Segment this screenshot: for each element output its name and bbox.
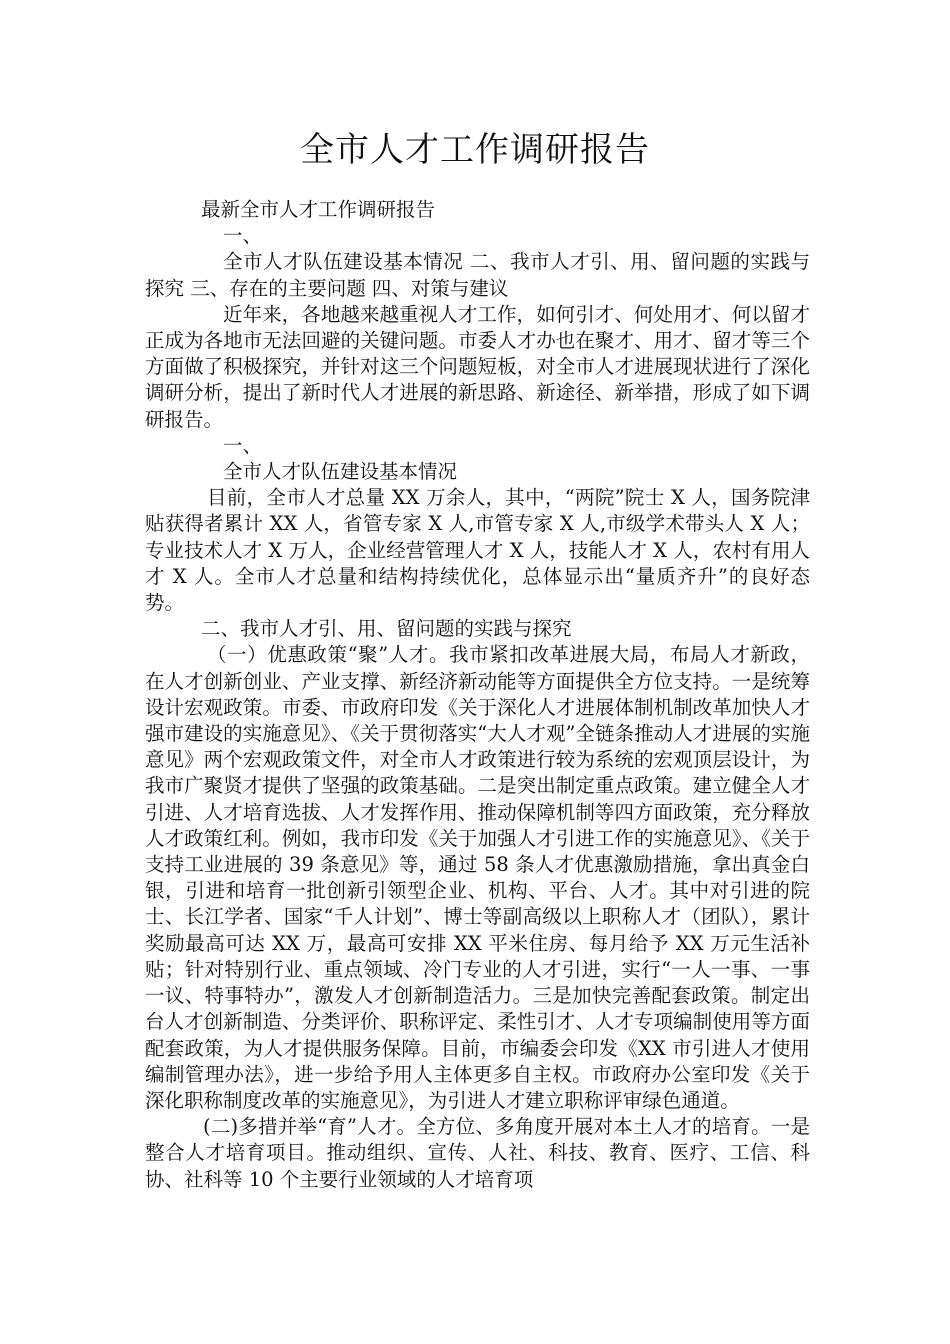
paragraph: 近年来，各地越来越重视人才工作，如何引才、何处用才、何以留才正成为各地市无法回避的关键问题。市委人才办也在聚才、用才、留才等三个方面做了积极探究，并针对这三个问题短板，对全市人才进展现状进行了深化调研分析，提出了新时代人才进展的新思路、新途径、新举措，形成了如下调研报告。	[145, 302, 810, 431]
section-heading: 二、我市人才引、用、留问题的实践与探究	[201, 617, 572, 641]
section-heading: 全市人才队伍建设基本情况	[223, 460, 458, 484]
paragraph: 目前，全市人才总量 XX 万余人，其中，“两院”院士 X 人，国务院津贴获得者累计 XX 人，省管专家 X 人,市管专家 X 人,市级学术带头人 X 人；专业技术人才 X 万人，企业经营管理人才 X 人，技能人才 X 人，农村有用人才 X 人。全市人才总量和结构持续优化，总体显示出“量质齐升”的良好态势。	[145, 486, 810, 615]
document-body	[145, 197, 810, 1193]
paragraph: (二)多措并举“育”人才。全方位、多角度开展对本土人才的培育。一是整合人才培育项目。推动组织、宣传、人社、科技、教育、医疗、工信、科协、社科等 10 个主要行业领域的人才培育项	[145, 1115, 810, 1191]
paragraph: 一、	[223, 433, 263, 457]
paragraph: 一、	[223, 224, 263, 248]
paragraph: 最新全市人才工作调研报告	[201, 198, 436, 221]
document-title: 全市人才工作调研报告	[300, 130, 650, 170]
paragraph: 全市人才队伍建设基本情况 二、我市人才引、用、留问题的实践与探究 三、存在的主要问题 四、对策与建议	[145, 250, 810, 300]
paragraph: （一）优惠政策“聚”人才。我市紧扣改革进展大局，布局人才新政，在人才创新创业、产业支撑、新经济新动能等方面提供全方位支持。一是统筹设计宏观政策。市委、市政府印发《关于深化人才进展体制机制改革加快人才强市建设的实施意见》、《关于贯彻落实“大人才观”全链条推动人才进展的实施意见》两个宏观政策文件，对全市人才政策进行较为系统的宏观顶层设计，为我市广聚贤才提供了坚强的政策基础。二是突出制定重点政策。建立健全人才引进、人才培育选拔、人才发挥作用、推动保障机制等四方面政策，充分释放人才政策红利。例如，我市印发《关于加强人才引进工作的实施意见》、《关于支持工业进展的 39 条意见》等，通过 58 条人才优惠激励措施，拿出真金白银，引进和培育一批创新引领型企业、机构、平台、人才。其中对引进的院士、长江学者、国家“千人计划”、博士等副高级以上职称人才（团队），累计奖励最高可达 XX 万，最高可安排 XX 平米住房、每月给予 XX 万元生活补贴；针对特别行业、重点领域、冷门专业的人才引进，实行“一人一事、一事一议、特事特办”，激发人才创新制造活力。三是加快完善配套政策。制定出台人才创新制造、分类评价、职称评定、柔性引才、人才专项编制使用等方面配套政策，为人才提供服务保障。目前，市编委会印发《XX 市引进人才使用编制管理办法》，进一步给予用人主体更多自主权。市政府办公室印发《关于深化职称制度改革的实施意见》，为引进人才建立职称评审绿色通道。	[145, 643, 810, 1112]
